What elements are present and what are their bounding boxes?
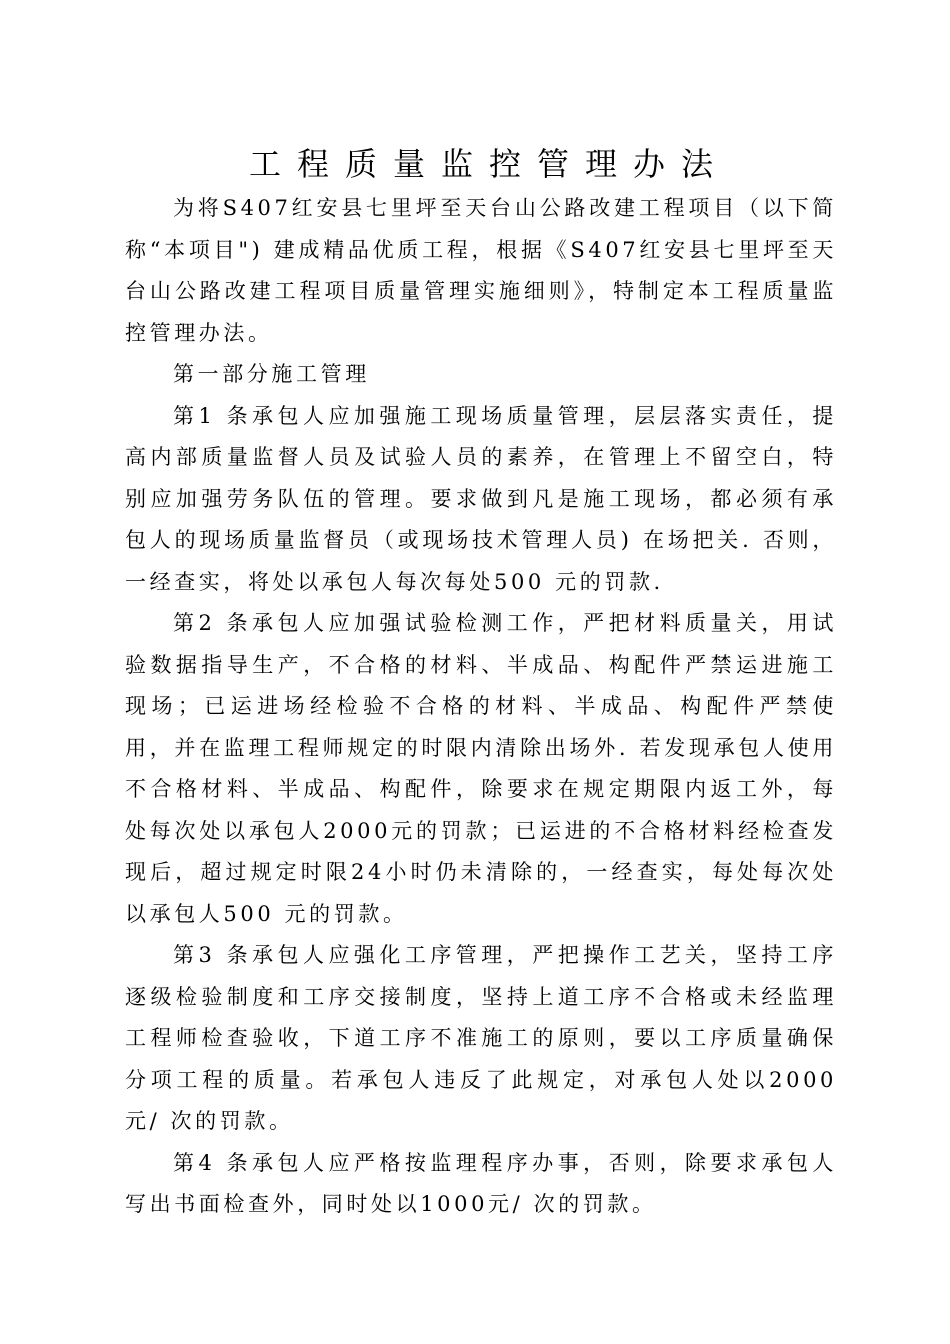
article-3: 第3 条承包人应强化工序管理，严把操作工艺关，坚持工序逐级检验制度和工序交接制度，坚持上道工序不合格或未经监理工程师检查验收，下道工序不准施工的原则，要以工序质量确保分项工程的质量。若承包人违反了此规定，对承包人处以2000元/ 次的罚款。 [125, 943, 837, 1133]
article-2: 第2 条承包人应加强试验检测工作，严把材料质量关，用试验数据指导生产，不合格的材料、半成品、构配件严禁运进施工现场；已运进场经检验不合格的材料、半成品、构配件严禁使用，并在监理工程师规定的时限内清除出场外. 若发现承包人使用不合格材料、半成品、构配件，除要求在规定期限内返工外，每处每次处以承包人2000元的罚款；已运进的不合格材料经检查发现后，超过规定时限24小时仍未清除的，一经查实，每处每次处以承包人500 元的罚款。 [125, 611, 837, 926]
document-title: 工程质量监控管理办法 [248, 145, 729, 183]
section-heading: 第一部分施工管理 [173, 362, 370, 386]
article-1: 第1 条承包人应加强施工现场质量管理，层层落实责任，提高内部质量监督人员及试验人员的素养，在管理上不留空白，特别应加强劳务队伍的管理。要求做到凡是施工现场，都必须有承包人的现场质量监督员（或现场技术管理人员) 在场把关. 否则，一经查实，将处以承包人每次每处500 元的罚款. [125, 403, 837, 594]
article-4: 第4 条承包人应严格按监理程序办事，否则，除要求承包人写出书面检查外，同时处以1000元/ 次的罚款。 [125, 1150, 837, 1216]
document-body [125, 142, 837, 1226]
intro-paragraph: 为将S407红安县七里坪至天台山公路改建工程项目（以下简称“本项目") 建成精品优质工程，根据《S407红安县七里坪至天台山公路改建工程项目质量管理实施细则》，特制定本工程质量监控管理办法。 [125, 196, 837, 345]
